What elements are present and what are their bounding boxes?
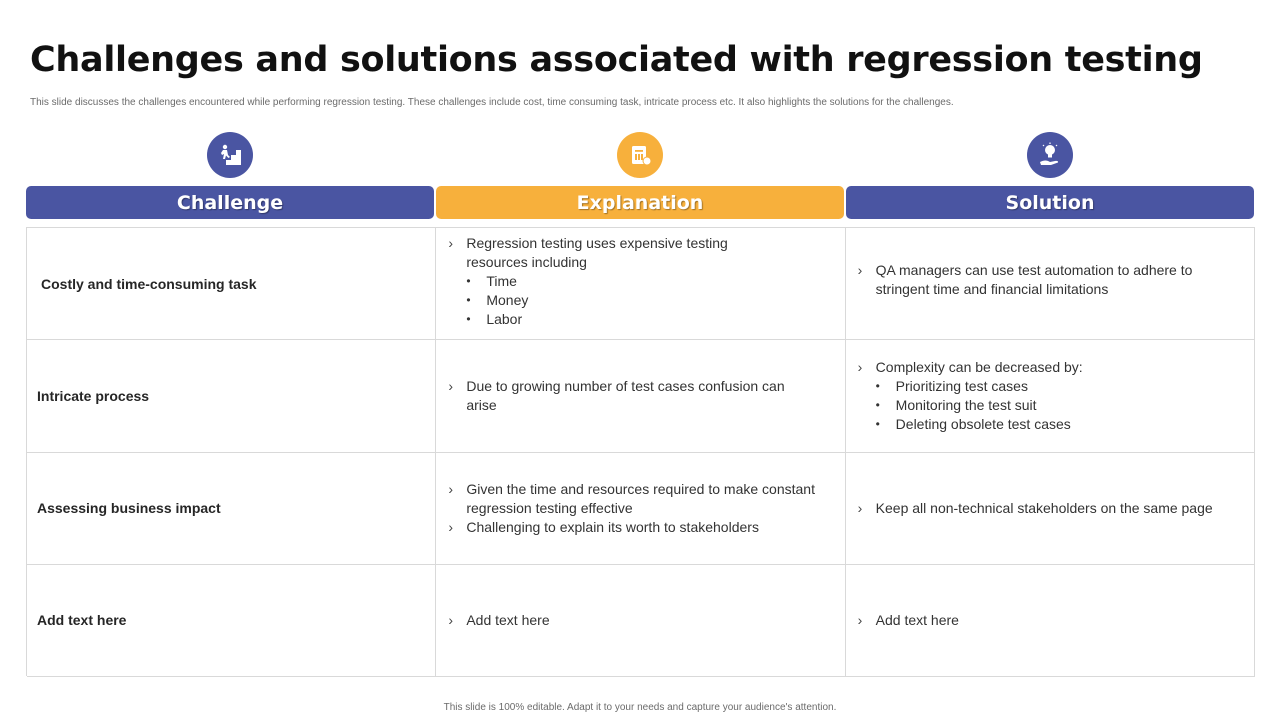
solution-bullet: Deleting obsolete test cases [895,415,1071,432]
table-row [27,565,1255,677]
solution-point: Keep all non-technical stakeholders on the same page [875,499,1213,516]
solution-cell [846,565,1255,677]
solution-point: Add text here [875,611,959,628]
bullet-icon: • [466,274,471,289]
explanation-bullet: Labor [486,311,523,328]
explanation-bullet: Money [486,292,529,309]
bullet-icon: • [466,293,471,308]
chevron-right-icon: › [857,358,863,375]
bullet-icon: • [875,378,880,393]
explanation-cell [436,565,845,677]
solution-cell [846,340,1255,452]
chevron-right-icon: › [857,499,863,516]
explanation-point: Due to growing number of test cases confusion can arise [466,377,785,413]
document-icon [617,132,663,178]
stairs-climbing-icon [207,132,253,178]
chevron-right-icon: › [857,611,863,628]
chevron-right-icon: › [448,480,453,497]
solution-point: QA managers can use test automation to adhere to stringent time and financial limitations [875,261,1193,297]
solution-point: Complexity can be decreased by: [875,358,1083,375]
explanation-bullet: Time [486,273,517,290]
explanation-cell [436,340,845,452]
slide-subtitle: This slide discusses the challenges encountered while performing regression testing. These challenges include cost, time consuming task, intricate process etc. It also highlights the solutions for the challenges. [30,97,954,108]
solution-bullet: Monitoring the test suit [895,396,1037,413]
explanation-point: Given the time and resources required to make constant regression testing effective [466,480,815,516]
bullet-icon: • [466,312,471,327]
solution-cell [846,228,1255,340]
header-challenge: Challenge [26,186,434,219]
challenge-cell: Costly and time-consuming task [27,228,436,340]
chevron-right-icon: › [448,611,453,628]
slide-title: Challenges and solutions associated with regression testing [30,40,1203,80]
bullet-icon: • [875,397,880,412]
explanation-point: Add text here [466,611,550,628]
chevron-right-icon: › [857,261,863,278]
chevron-right-icon: › [448,377,453,394]
slide-footer: This slide is 100% editable. Adapt it to your needs and capture your audience's attention. [443,702,837,713]
table-row [27,228,1255,340]
explanation-point: Challenging to explain its worth to stakeholders [466,518,759,535]
challenge-cell: Intricate process [27,340,436,452]
explanation-point: Regression testing uses expensive testing resources including [466,235,728,271]
challenge-cell: Assessing business impact [27,453,436,565]
explanation-cell [436,228,845,340]
explanation-cell [436,453,845,565]
table-row [27,340,1255,452]
table-row [27,453,1255,565]
header-explanation: Explanation [436,186,844,219]
chevron-right-icon: › [448,235,453,252]
solution-cell [846,453,1255,565]
challenge-cell: Add text here [27,565,436,677]
bullet-icon: • [875,416,880,431]
solution-bullet: Prioritizing test cases [895,377,1028,394]
lightbulb-hand-icon [1027,132,1073,178]
chevron-right-icon: › [448,518,453,535]
header-solution: Solution [846,186,1254,219]
challenge-table [26,227,1255,676]
